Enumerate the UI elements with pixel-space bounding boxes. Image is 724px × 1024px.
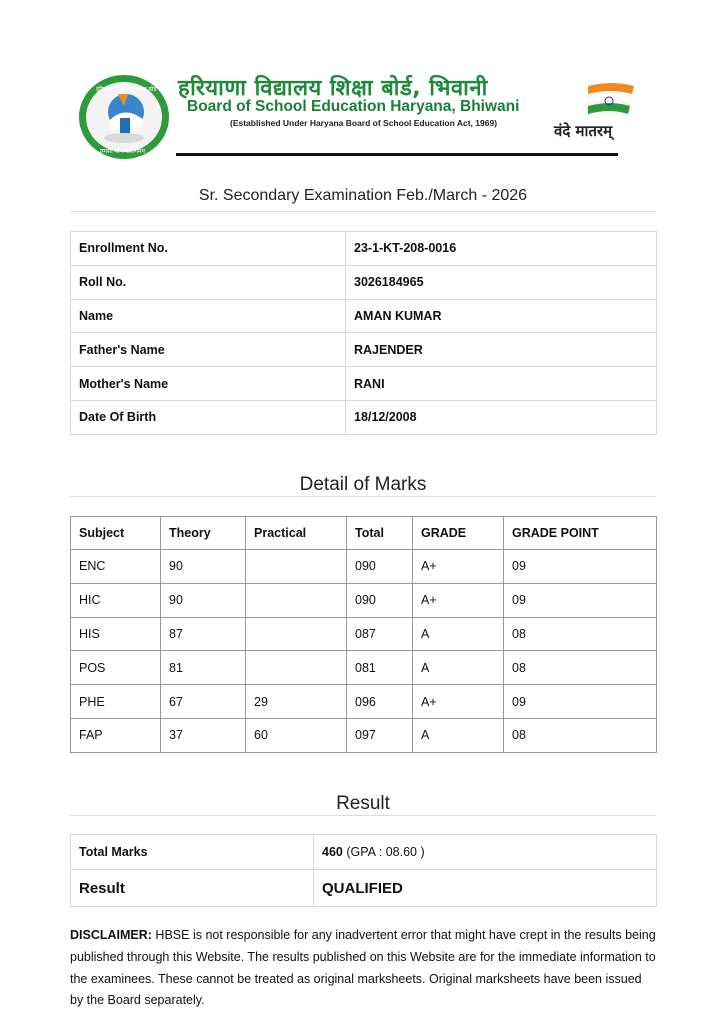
student-info-table [70,231,657,435]
theory-cell: 87 [161,617,246,651]
father-name-label: Father's Name [71,333,346,367]
subject-cell: HIC [71,583,161,617]
grade-point-cell: 09 [504,550,657,584]
grade-point-cell: 08 [504,617,657,651]
table-row [71,685,657,719]
subject-cell: PHE [71,685,161,719]
table-row [71,718,657,752]
student-row-dob [71,400,657,434]
col-subject: Subject [71,517,161,550]
grade-point-cell: 09 [504,685,657,719]
marks-title-rule [70,496,656,497]
marks-table [70,516,657,753]
roll-label: Roll No. [71,265,346,299]
col-practical: Practical [246,517,347,550]
emblem-bottom-text: तमसो मा ज्योतिर्गमय [100,149,145,155]
col-theory: Theory [161,517,246,550]
established-note: (Established Under Haryana Board of School Education Act, 1969) [230,118,498,128]
result-status: QUALIFIED [314,870,657,907]
name-label: Name [71,299,346,333]
total-cell: 090 [347,583,413,617]
disclaimer [70,925,656,1012]
grade-point-cell: 08 [504,651,657,685]
dob-label: Date Of Birth [71,400,346,434]
grade-cell: A [413,718,504,752]
total-cell: 096 [347,685,413,719]
total-cell: 090 [347,550,413,584]
grade-cell: A [413,617,504,651]
mother-name-value: RANI [346,367,657,401]
name-value: AMAN KUMAR [346,299,657,333]
subject-cell: ENC [71,550,161,584]
table-row [71,651,657,685]
theory-cell: 67 [161,685,246,719]
subject-cell: FAP [71,718,161,752]
disclaimer-text: HBSE is not responsible for any inadvertent error that might have crept in the results being published through this Website. The results published on this Website are for the immediate information to the examinees. These cannot be treated as original marksheets. Original marksheets have been issued by the Board separately. [70,928,656,1008]
grade-point-cell: 09 [504,583,657,617]
dob-value: 18/12/2008 [346,400,657,434]
theory-cell: 90 [161,550,246,584]
col-total: Total [347,517,413,550]
total-cell: 087 [347,617,413,651]
student-row-name [71,299,657,333]
practical-cell [246,651,347,685]
practical-cell [246,583,347,617]
page-header [0,0,724,170]
theory-cell: 81 [161,651,246,685]
total-marks-cell [314,835,657,870]
result-title: Result [336,793,390,814]
total-marks-label: Total Marks [71,835,314,870]
table-row [71,583,657,617]
vande-mataram-logo-icon [552,78,636,146]
grade-point-cell: 08 [504,718,657,752]
gpa-text: (GPA : 08.60 ) [346,845,425,859]
marks-header-row [71,517,657,550]
student-row-enrollment [71,232,657,266]
result-title-rule [70,815,656,816]
practical-cell: 60 [246,718,347,752]
mother-name-label: Mother's Name [71,367,346,401]
theory-cell: 37 [161,718,246,752]
emblem-top-text: हरियाणा विद्यालय शिक्षा बोर्ड [96,87,157,93]
subject-cell: POS [71,651,161,685]
student-row-roll [71,265,657,299]
result-label: Result [71,870,314,907]
total-marks-value: 460 [322,845,343,859]
practical-cell [246,617,347,651]
total-cell: 097 [347,718,413,752]
english-board-title: Board of School Education Haryana, Bhiwani [187,98,520,115]
enrollment-label: Enrollment No. [71,232,346,266]
practical-cell [246,550,347,584]
header-divider [176,153,618,156]
student-row-father [71,333,657,367]
total-cell: 081 [347,651,413,685]
hbse-emblem-icon [78,74,170,160]
table-row [71,617,657,651]
total-marks-row [71,835,657,870]
grade-cell: A [413,651,504,685]
col-grade-point: GRADE POINT [504,517,657,550]
student-row-mother [71,367,657,401]
practical-cell: 29 [246,685,347,719]
marks-title: Detail of Marks [299,474,427,495]
grade-cell: A+ [413,583,504,617]
father-name-value: RAJENDER [346,333,657,367]
col-grade: GRADE [413,517,504,550]
hindi-board-title: हरियाणा विद्यालय शिक्षा बोर्ड, भिवानी [178,76,488,101]
grade-cell: A+ [413,550,504,584]
enrollment-value: 23-1-KT-208-0016 [346,232,657,266]
result-row [71,870,657,907]
exam-title-rule [70,211,656,212]
result-table [70,834,657,907]
subject-cell: HIS [71,617,161,651]
vande-mataram-text: वंदे मातरम् [554,122,613,140]
grade-cell: A+ [413,685,504,719]
theory-cell: 90 [161,583,246,617]
exam-title: Sr. Secondary Examination Feb./March - 2026 [198,187,528,204]
table-row [71,550,657,584]
disclaimer-label: DISCLAIMER: [70,928,152,942]
roll-value: 3026184965 [346,265,657,299]
